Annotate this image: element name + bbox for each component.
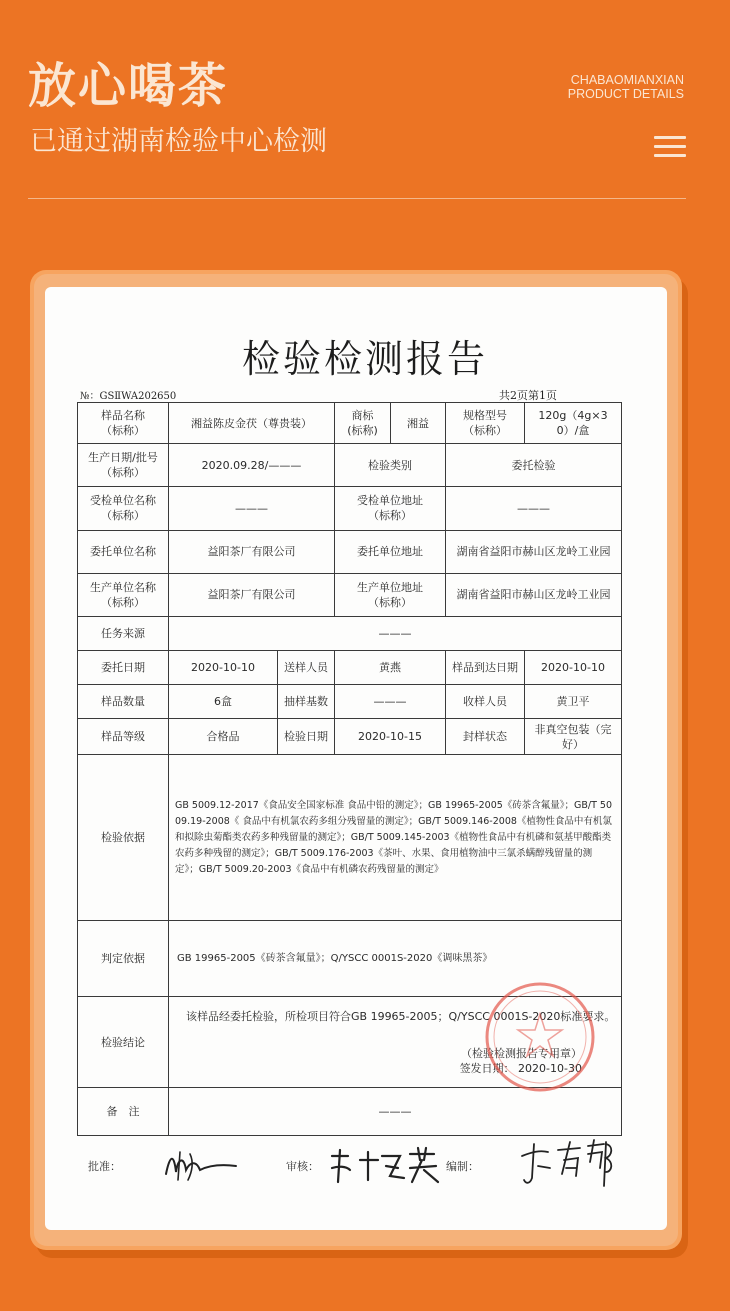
preparer-signature [518, 1138, 618, 1190]
prepare-label: 编制： [446, 1160, 479, 1173]
cell-label: 受检单位名称 （标称） [78, 487, 169, 530]
cell-value: 非真空包装（完好） [525, 719, 622, 755]
inspection-basis-text: GB 5009.12-2017《食品安全国家标准 食品中铅的测定》；GB 19965-2005《砖茶含氟量》；GB/T 5009.19-2008《 食品中有机氯农药多组分残留量的测定》；GB/T 5009.146-2008《植物性食品中有机氯和拟除虫菊酯类农药多种残留量的测定》；GB/T 5009.145-2003《植物性食品中有机磷和氨基甲酸酯类农药多种残留的测定》；GB/T 5009.176-2003《茶叶、水果、食用植物油中三氯杀螨醇残留量的测定》；GB/T 5009.20-2003《食品中有机磷农药残留量的测定》 [169, 755, 622, 921]
table-row [78, 403, 622, 444]
table-row [78, 719, 622, 755]
page-title: 放心喝茶 [28, 58, 229, 114]
table-row [78, 616, 622, 650]
seal-note: （检验检测报告专用章） [461, 1046, 582, 1060]
issue-date: 签发日期： 2020-10-30 [459, 1061, 582, 1075]
cell-label: 生产单位名称 （标称） [78, 573, 169, 616]
review-label: 审核： [286, 1160, 319, 1173]
table-row [78, 755, 622, 921]
cell-label: 检验结论 [78, 997, 169, 1087]
cell-label: 检验依据 [78, 755, 169, 921]
approver-signature [160, 1148, 240, 1184]
cell-value: 2020-10-15 [335, 719, 446, 755]
brand-caption [568, 73, 684, 101]
cell-label: 样品数量 [78, 685, 169, 719]
table-row [78, 487, 622, 530]
cell-value: 益阳茶厂有限公司 [169, 530, 335, 573]
cell-label: 判定依据 [78, 921, 169, 997]
cell-value: 2020-10-10 [525, 650, 622, 684]
cell-value: 6盒 [169, 685, 278, 719]
cell-value: 2020-10-10 [169, 650, 278, 684]
cell-value: 黄燕 [335, 650, 446, 684]
cell-label: 规格型号 （标称） [446, 403, 525, 444]
cell-value: ——— [169, 616, 622, 650]
cell-label: 生产单位地址 （标称） [335, 573, 446, 616]
cell-label: 样品等级 [78, 719, 169, 755]
cell-value: ——— [169, 487, 335, 530]
cell-value: 湖南省益阳市赫山区龙岭工业园 [446, 530, 622, 573]
cell-label: 送样人员 [278, 650, 335, 684]
report-number: №：GSⅡWA202650 [80, 391, 177, 402]
cell-label: 生产日期/批号 （标称） [78, 444, 169, 487]
cell-label: 检验类别 [335, 444, 446, 487]
cell-value: ——— [169, 1087, 622, 1135]
report-title: 检验检测报告 [241, 337, 488, 381]
cell-label: 商标 (标称) [335, 403, 391, 444]
cell-value: 湖南省益阳市赫山区龙岭工业园 [446, 573, 622, 616]
conclusion-text: 该样品经委托检验，所检项目符合GB 19965-2005；Q/YSCC 0001S-2020标准要求。 [186, 1009, 616, 1023]
cell-value: ——— [446, 487, 622, 530]
cell-value: ——— [335, 685, 446, 719]
table-row [78, 444, 622, 487]
cell-value: 黄卫平 [525, 685, 622, 719]
official-seal-stamp [483, 980, 597, 1094]
report-page-info: 共2页第1页 [499, 389, 557, 402]
cell-label: 样品名称 （标称） [78, 403, 169, 444]
cell-label: 抽样基数 [278, 685, 335, 719]
cell-value: 湘益陈皮金茯（尊贵装） [169, 403, 335, 444]
cell-label: 委托日期 [78, 650, 169, 684]
cell-label: 收样人员 [446, 685, 525, 719]
cell-label: 样品到达日期 [446, 650, 525, 684]
cell-value: 委托检验 [446, 444, 622, 487]
cell-value: 益阳茶厂有限公司 [169, 573, 335, 616]
cell-value: 合格品 [169, 719, 278, 755]
header-divider [28, 198, 686, 199]
reviewer-signature [326, 1146, 441, 1186]
table-row [78, 1087, 622, 1135]
cell-label: 封样状态 [446, 719, 525, 755]
cell-value: 120g（4g×30）/盒 [525, 403, 622, 444]
cell-value: 2020.09.28/——— [169, 444, 335, 487]
cell-label: 任务来源 [78, 616, 169, 650]
table-row [78, 530, 622, 573]
page-subtitle: 已通过湖南检验中心检测 [30, 126, 327, 157]
cell-label: 委托单位名称 [78, 530, 169, 573]
judgement-basis-text: GB 19965-2005《砖茶含氟量》；Q/YSCC 0001S-2020《调味黑茶》 [169, 921, 622, 997]
cell-label: 委托单位地址 [335, 530, 446, 573]
approve-label: 批准： [88, 1160, 121, 1173]
cell-label: 受检单位地址 （标称） [335, 487, 446, 530]
cell-label: 备 注 [78, 1087, 169, 1135]
cell-label: 检验日期 [278, 719, 335, 755]
table-row [78, 685, 622, 719]
table-row [78, 573, 622, 616]
table-row [78, 650, 622, 684]
brand-caption-line2: PRODUCT DETAILS [567, 87, 684, 101]
brand-caption-line1: CHABAOMIANXIAN [570, 73, 684, 87]
hamburger-icon[interactable] [654, 136, 686, 158]
cell-value: 湘益 [391, 403, 446, 444]
